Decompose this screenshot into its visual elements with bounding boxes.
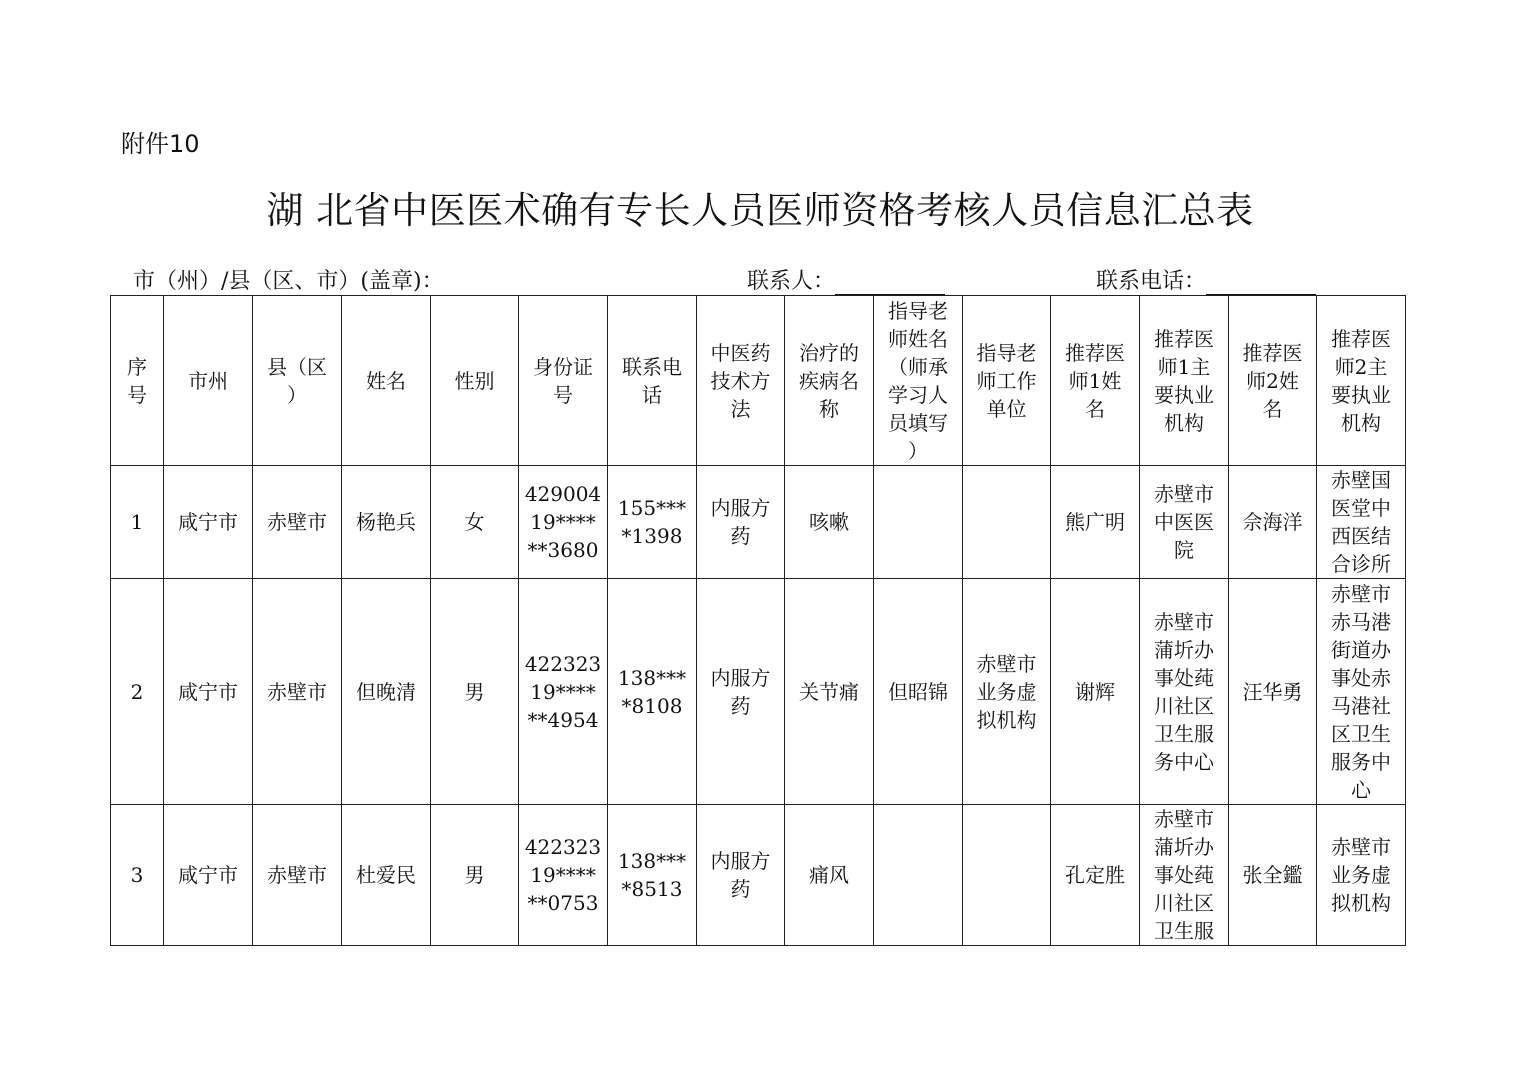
header-text: 联系电 话 (622, 354, 682, 407)
header-text: 推荐医 师2姓 名 (1242, 340, 1303, 421)
table-cell (431, 805, 519, 946)
cell-text: 咸宁市 (178, 679, 238, 704)
cell-text: 赤壁市 蒲圻办 事处莼 川社区 卫生服 (1154, 807, 1214, 943)
phone-blank-line (1206, 272, 1316, 295)
table-header-cell (963, 296, 1051, 466)
table-header-cell (519, 296, 608, 466)
cell-text: 422323 19**** **4954 (524, 651, 602, 732)
header-text: 推荐医 师1主 要执业 机构 (1154, 326, 1214, 435)
cell-text: 但晚清 (356, 679, 416, 704)
header-text: 推荐医 师1姓 名 (1065, 340, 1125, 421)
cell-text: 内服方 药 (710, 849, 771, 901)
table-cell (1051, 579, 1140, 805)
table-cell (519, 579, 608, 805)
table-header-row (111, 296, 1406, 466)
cell-text: 赤壁市 业务虚 拟机构 (1331, 835, 1391, 915)
cell-text: 汪华勇 (1242, 679, 1303, 704)
table-cell (1051, 805, 1140, 946)
table-header-cell (1317, 296, 1406, 466)
table-header-cell (785, 296, 874, 466)
table-cell (164, 466, 253, 579)
header-text: 县（区 ） (267, 354, 327, 407)
table-cell (164, 805, 253, 946)
table-header-cell (1140, 296, 1229, 466)
table-cell (111, 805, 164, 946)
table-header-cell (431, 296, 519, 466)
cell-text: 内服方 药 (710, 665, 771, 718)
page-title: 湖 北省中医医术确有专长人员医师资格考核人员信息汇总表 (266, 189, 1254, 232)
region-label-text: 市（州）/县（区、市）(盖章)： (133, 269, 444, 294)
cell-text: 内服方 药 (710, 496, 771, 548)
table-cell (519, 466, 608, 579)
table-header-cell (1229, 296, 1317, 466)
cell-text: 赤壁市 (267, 679, 327, 704)
cell-text: 孔定胜 (1065, 863, 1125, 887)
cell-text: 3 (130, 863, 144, 887)
table-cell (874, 805, 963, 946)
table-header-cell (111, 296, 164, 466)
cell-text: 女 (464, 510, 485, 534)
table-cell (1140, 579, 1229, 805)
cell-text: 赤壁市 赤马港 街道办 事处赤 马港社 区卫生 服务中 心 (1331, 581, 1391, 802)
table-row (111, 579, 1406, 805)
table-cell (253, 579, 342, 805)
header-text: 指导老 师工作 单位 (976, 340, 1037, 421)
table-cell (342, 466, 431, 579)
cell-text: 429004 19**** **3680 (524, 482, 602, 562)
header-text: 治疗的 疾病名 称 (799, 340, 859, 421)
contact-person-field (747, 264, 945, 295)
cell-text: 熊广明 (1065, 510, 1125, 534)
header-text: 市州 (188, 368, 228, 393)
header-text: 中医药 技术方 法 (710, 340, 771, 421)
table-header-cell (342, 296, 431, 466)
table-cell (963, 805, 1051, 946)
table-cell (1317, 805, 1406, 946)
table-row (111, 805, 1406, 946)
table-cell (111, 579, 164, 805)
cell-text: 赤壁市 业务虚 拟机构 (976, 651, 1037, 732)
table-cell (431, 466, 519, 579)
table-cell (785, 579, 874, 805)
cell-text: 赤壁市 (267, 863, 327, 887)
cell-text: 咸宁市 (178, 510, 238, 534)
contact-blank-line (835, 272, 945, 295)
header-text: 性别 (454, 368, 495, 393)
cell-text: 咸宁市 (178, 863, 238, 887)
table-cell (608, 579, 697, 805)
header-text: 序 号 (127, 354, 147, 407)
table-cell (253, 805, 342, 946)
cell-text: 关节痛 (799, 679, 859, 704)
table-cell (1140, 805, 1229, 946)
cell-text: 痛风 (809, 863, 849, 887)
table-cell (164, 579, 253, 805)
cell-text: 1 (130, 510, 144, 534)
phone-label-text: 联系电话： (1096, 269, 1207, 294)
table-cell (608, 805, 697, 946)
cell-text: 赤壁市 (267, 510, 327, 534)
cell-text: 赤壁市 蒲圻办 事处莼 川社区 卫生服 务中心 (1154, 609, 1214, 774)
header-text: 姓名 (366, 368, 406, 393)
header-text: 身份证 号 (533, 354, 593, 407)
cell-text: 155*** *1398 (617, 496, 687, 548)
table-cell (431, 579, 519, 805)
cell-text: 但昭锦 (888, 679, 948, 704)
table-cell (697, 466, 785, 579)
attachment-label: 附件10 (121, 130, 200, 158)
cell-text: 张全鑑 (1242, 863, 1303, 887)
table-cell (697, 805, 785, 946)
table-cell (785, 466, 874, 579)
header-text: 指导老 师姓名 （师承 学习人 员填写 ） (888, 298, 948, 463)
table-cell (342, 805, 431, 946)
table-header-cell (253, 296, 342, 466)
table-cell (1229, 579, 1317, 805)
table-cell (697, 579, 785, 805)
personnel-info-table (110, 295, 1406, 946)
table-cell (1317, 466, 1406, 579)
header-text: 推荐医 师2主 要执业 机构 (1331, 326, 1391, 435)
cell-text: 杨艳兵 (356, 510, 416, 534)
table-cell (963, 579, 1051, 805)
table-cell (963, 466, 1051, 579)
table-cell (342, 579, 431, 805)
table-cell (1051, 466, 1140, 579)
cell-text: 男 (464, 863, 485, 887)
cell-text: 赤壁国 医堂中 西医结 合诊所 (1331, 468, 1391, 576)
region-stamp-label (133, 264, 444, 295)
contact-label-text: 联系人： (747, 269, 836, 294)
table-header-cell (874, 296, 963, 466)
cell-text: 咳嗽 (809, 510, 849, 534)
table-cell (1229, 466, 1317, 579)
cell-text: 138*** *8108 (617, 665, 687, 718)
table-cell (1317, 579, 1406, 805)
table-cell (1229, 805, 1317, 946)
table-header-cell (164, 296, 253, 466)
cell-text: 138*** *8513 (617, 849, 687, 901)
table-cell (608, 466, 697, 579)
cell-text: 男 (464, 679, 485, 704)
cell-text: 2 (130, 679, 144, 704)
table-cell (785, 805, 874, 946)
cell-text: 422323 19**** **0753 (524, 835, 602, 915)
table-cell (1140, 466, 1229, 579)
table-cell (111, 466, 164, 579)
cell-text: 杜爱民 (356, 863, 416, 887)
table-cell (874, 466, 963, 579)
table-header-cell (608, 296, 697, 466)
table-cell (519, 805, 608, 946)
cell-text: 佘海洋 (1242, 510, 1303, 534)
table-cell (874, 579, 963, 805)
table-row (111, 466, 1406, 579)
cell-text: 赤壁市 中医医 院 (1154, 482, 1214, 562)
table-header-cell (1051, 296, 1140, 466)
table-cell (253, 466, 342, 579)
cell-text: 谢辉 (1075, 679, 1115, 704)
table-header-cell (697, 296, 785, 466)
contact-phone-field (1096, 264, 1316, 295)
